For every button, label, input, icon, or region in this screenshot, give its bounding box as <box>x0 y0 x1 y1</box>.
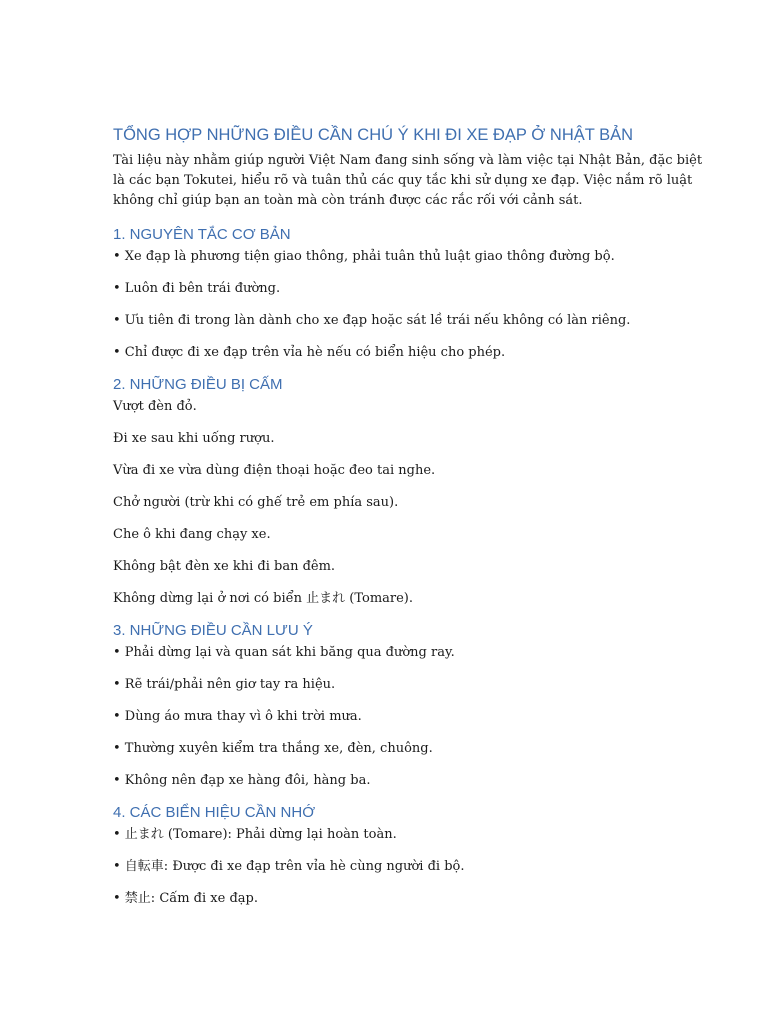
list-item: Chở người (trừ khi có ghế trẻ em phía sau). <box>113 495 399 510</box>
list-item: • Không nên đạp xe hàng đôi, hàng ba. <box>113 773 371 788</box>
list-item: • Luôn đi bên trái đường. <box>113 281 281 296</box>
signs-list <box>113 825 673 909</box>
list-item: • Phải dừng lại và quan sát khi băng qua đường ray. <box>113 645 455 660</box>
list-item: Đi xe sau khi uống rượu. <box>113 431 275 446</box>
section-heading-basic-rules: 1. NGUYÊN TẮC CƠ BẢN <box>113 226 291 243</box>
list-item: • Thường xuyên kiểm tra thắng xe, đèn, chuông. <box>113 741 433 756</box>
list-item: Không bật đèn xe khi đi ban đêm. <box>113 559 336 574</box>
notes-list <box>113 643 673 791</box>
list-item: • 禁止: Cấm đi xe đạp. <box>113 891 258 906</box>
list-item: • Dùng áo mưa thay vì ô khi trời mưa. <box>113 709 362 724</box>
intro-line: là các bạn Tokutei, hiểu rõ và tuân thủ các quy tắc khi sử dụng xe đạp. Việc nắm rõ luật <box>113 173 693 188</box>
list-item: • Rẽ trái/phải nên giơ tay ra hiệu. <box>113 677 336 692</box>
intro-line: Tài liệu này nhằm giúp người Việt Nam đang sinh sống và làm việc tại Nhật Bản, đặc biệt <box>113 153 703 168</box>
intro-line: không chỉ giúp bạn an toàn mà còn tránh được các rắc rối với cảnh sát. <box>113 193 583 208</box>
list-item: Không dừng lại ở nơi có biển 止まれ (Tomare). <box>113 591 414 606</box>
basic-rules-list <box>113 247 673 363</box>
intro-paragraph <box>113 151 703 211</box>
list-item: Che ô khi đang chạy xe. <box>113 527 271 542</box>
list-item: • 自転車: Được đi xe đạp trên vỉa hè cùng người đi bộ. <box>113 859 465 874</box>
list-item: • 止まれ (Tomare): Phải dừng lại hoàn toàn. <box>113 827 397 842</box>
section-heading-signs: 4. CÁC BIỂN HIỆU CẦN NHỚ <box>113 804 316 821</box>
list-item: Vừa đi xe vừa dùng điện thoại hoặc đeo tai nghe. <box>113 463 436 478</box>
list-item: • Xe đạp là phương tiện giao thông, phải tuân thủ luật giao thông đường bộ. <box>113 249 615 264</box>
section-heading-notes: 3. NHỮNG ĐIỀU CẦN LƯU Ý <box>113 622 313 639</box>
section-heading-prohibited: 2. NHỮNG ĐIỀU BỊ CẤM <box>113 376 283 393</box>
list-item: • Chỉ được đi xe đạp trên vỉa hè nếu có biển hiệu cho phép. <box>113 345 506 360</box>
document-title: TỔNG HỢP NHỮNG ĐIỀU CẦN CHÚ Ý KHI ĐI XE ĐẠP Ở NHẬT BẢN <box>113 126 634 144</box>
list-item: Vượt đèn đỏ. <box>113 399 197 414</box>
document-page <box>113 125 703 909</box>
list-item: • Ưu tiên đi trong làn dành cho xe đạp hoặc sát lề trái nếu không có làn riêng. <box>113 313 631 328</box>
prohibited-list <box>113 397 673 609</box>
